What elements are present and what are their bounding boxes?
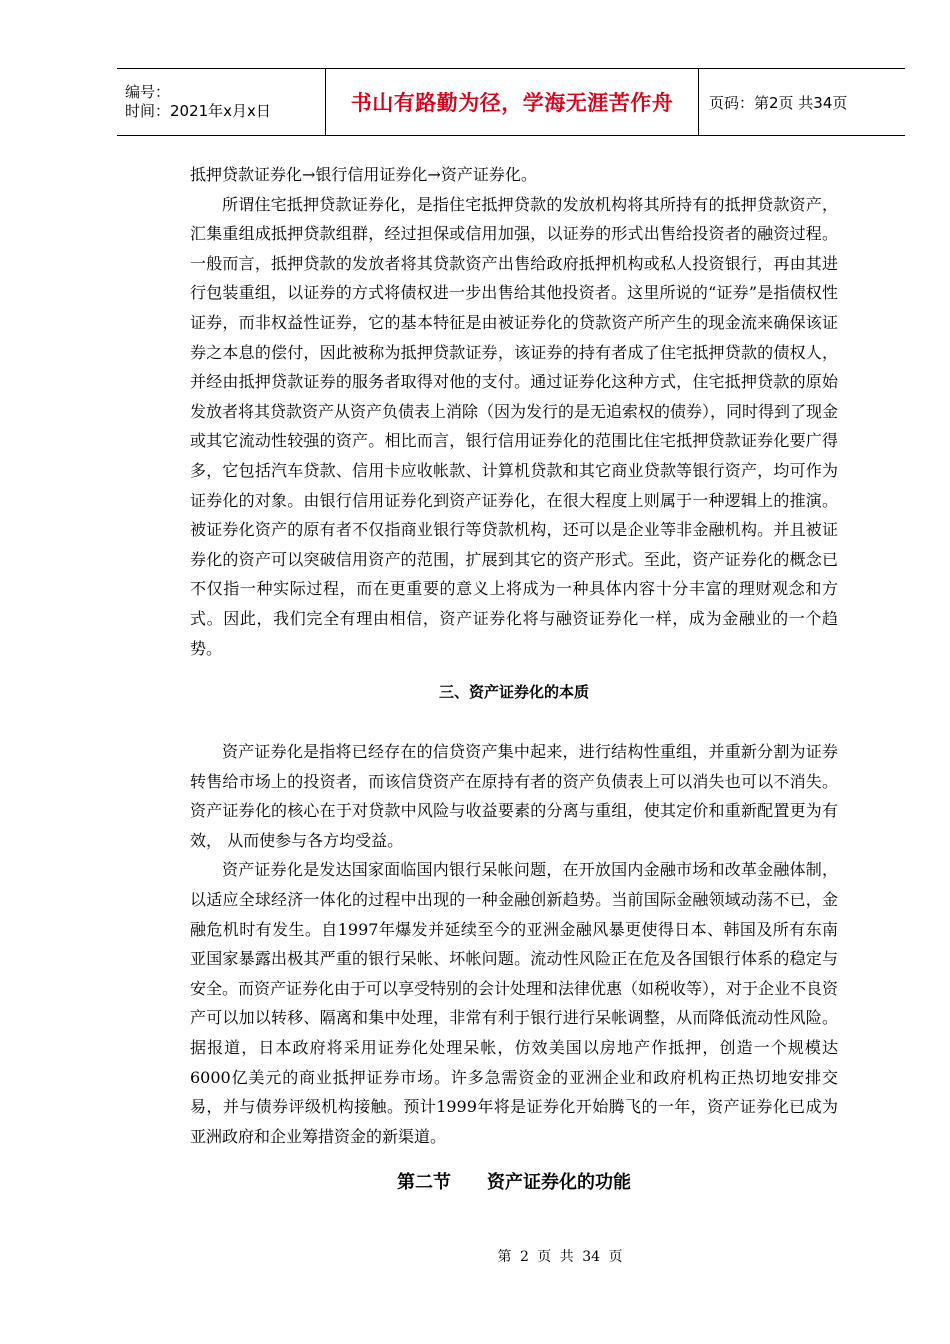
body-section-2 (190, 737, 838, 1151)
paragraph-flow-summary: 抵押贷款证券化→银行信用证券化→资产证券化。 (190, 165, 537, 184)
header-meta (117, 69, 326, 136)
document-number-label: 编号： (125, 83, 171, 101)
paragraph-developed-countries: 资产证券化是发达国家面临国内银行呆帐问题，在开放国内金融市场和改革金融体制，以适应全球经济一体化的过程中出现的一种金融创新趋势。当前国际金融领域动荡不已，金融危机时有发生。自1997年爆发并延续至今的亚洲金融风暴更使得日本、韩国及所有东南亚国家暴露出极其严重的银行呆帐、坏帐问题。流动性风险正在危及各国银行体系的稳定与安全。而资产证券化由于可以享受特别的会计处理和法律优惠（如税收等），对于企业不良资产可以加以转移、隔离和集中处理，非常有利于银行进行呆帐调整，从而降低流动性风险。据报道，日本政府将采用证券化处理呆帐，仿效美国以房地产作抵押，创造一个规模达6000亿美元的商业抵押证券市场。许多急需资金的亚洲企业和政府机构正热切地安排交易，并与债券评级机构接触。预计1999年将是证券化开始腾飞的一年，资产证券化已成为亚洲政府和企业筹措资金的新渠道。 (190, 860, 839, 1146)
section-title (190, 1168, 838, 1194)
header-page-info: 页码：第2页 共34页 (699, 69, 906, 136)
page-footer: 第 2 页 共 34 页 (497, 1249, 623, 1265)
subheading-nature: 三、资产证券化的本质 (438, 683, 589, 701)
paragraph-nature-definition: 资产证券化是指将已经存在的信贷资产集中起来，进行结构性重组，并重新分割为证券转售给市场上的投资者，而该信贷资产在原持有者的资产负债表上可以消失也可以不消失。资产证券化的核心在于对贷款中风险与收益要素的分离与重组，使其定价和重新配置更为有效， 从而使参与各方均受益。 (190, 742, 838, 850)
body-section-1 (190, 160, 838, 663)
header-motto: 书山有路勤为径，学海无涯苦作舟 (326, 69, 699, 136)
document-header (117, 68, 905, 136)
paragraph-mortgage-securitization: 所谓住宅抵押贷款证券化，是指住宅抵押贷款的发放机构将其所持有的抵押贷款资产，汇集重组成抵押贷款组群，经过担保或信用加强，以证券的形式出售给投资者的融资过程。一般而言，抵押贷款的发放者将其贷款资产出售给政府抵押机构或私人投资银行，再由其进行包装重组，以证券的方式将债权进一步出售给其他投资者。这里所说的“证券”是指债权性证券，而非权益性证券，它的基本特征是由被证券化的贷款资产所产生的现金流来确保该证券之本息的偿付，因此被称为抵押贷款证券，该证券的持有者成了住宅抵押贷款的债权人，并经由抵押贷款证券的服务者取得对他的支付。通过证券化这种方式，住宅抵押贷款的原始发放者将其贷款资产从资产负债表上消除（因为发行的是无追索权的债券），同时得到了现金或其它流动性较强的资产。相比而言，银行信用证券化的范围比住宅抵押贷款证券化要广得多，它包括汽车贷款、信用卡应收帐款、计算机贷款和其它商业贷款等银行资产，均可作为证券化的对象。由银行信用证券化到资产证券化，在很大程度上则属于一种逻辑上的推演。被证券化资产的原有者不仅指商业银行等贷款机构，还可以是企业等非金融机构。并且被证券化的资产可以突破信用资产的范围，扩展到其它的资产形式。至此，资产证券化的概念已不仅指一种实际过程，而在更重要的意义上将成为一种具体内容十分丰富的理财观念和方式。因此，我们完全有理由相信，资产证券化将与融资证券化一样，成为金融业的一个趋势。 (190, 194, 839, 658)
section-number: 第二节 (397, 1172, 451, 1193)
section-name: 资产证券化的功能 (487, 1172, 631, 1193)
document-time-label: 时间：2021年x月x日 (125, 102, 271, 120)
subheading-container (190, 681, 838, 702)
